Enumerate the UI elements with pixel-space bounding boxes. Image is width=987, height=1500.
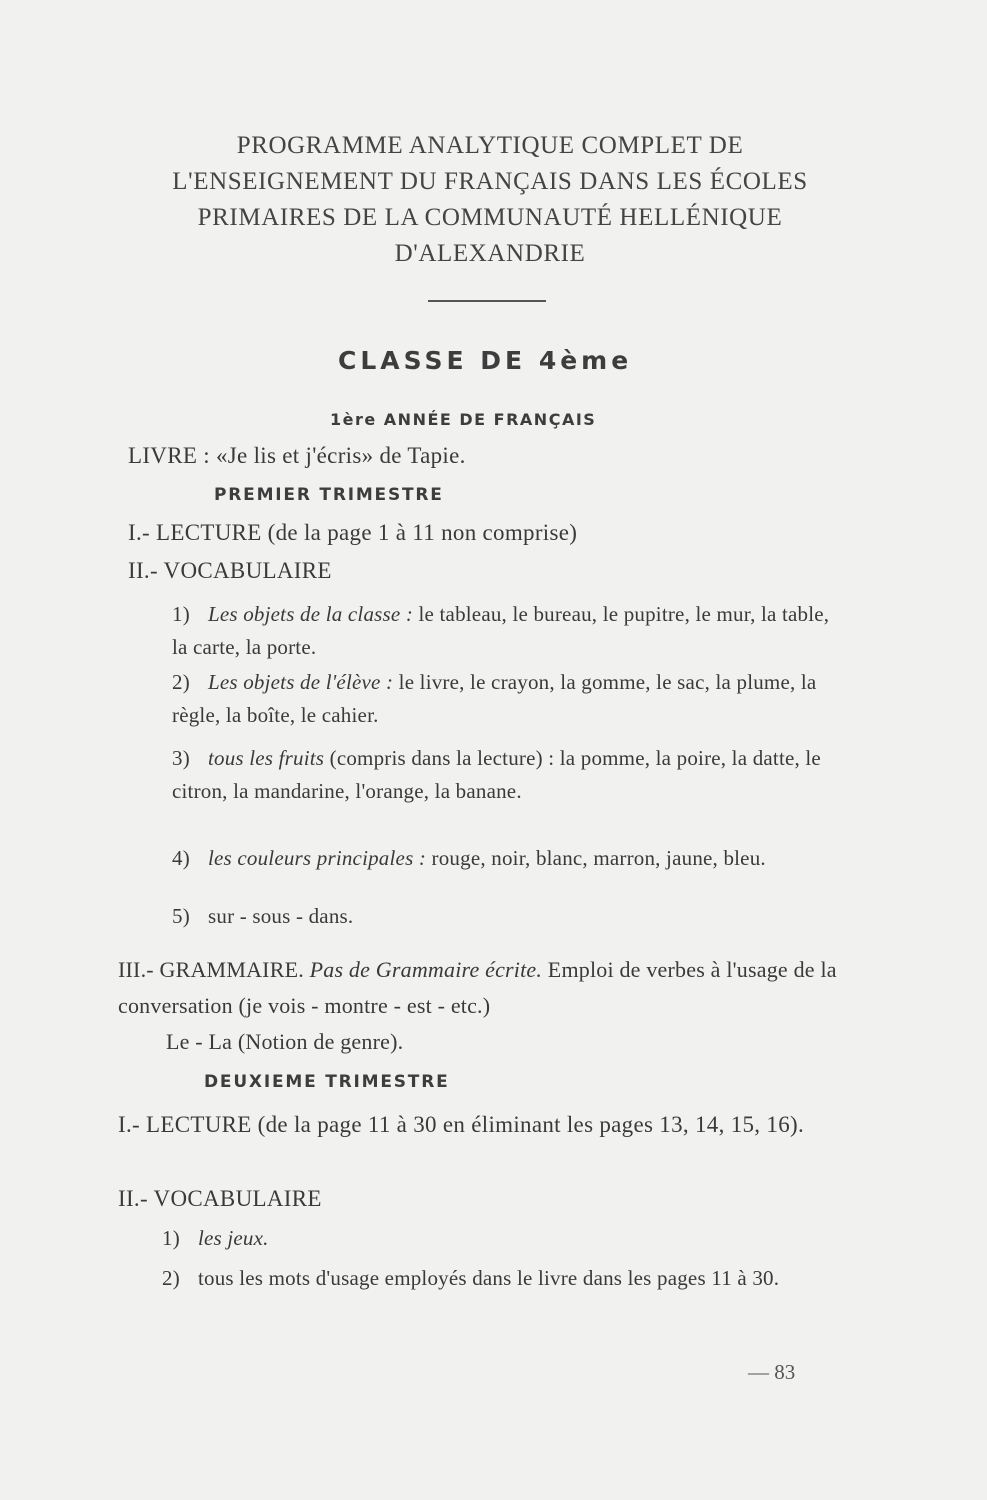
title-line-3: PRIMAIRES DE LA COMMUNAUTÉ HELLÉNIQUE <box>197 204 783 231</box>
item-text: tous les mots d'usage employés dans le livre dans les pages 11 à 30. <box>198 1266 780 1290</box>
vocab2-item-1 <box>162 1222 832 1255</box>
grammaire-line-2: Le - La (Notion de genre). <box>166 1029 404 1054</box>
page-number: — 83 <box>748 1360 796 1384</box>
vocabulaire-heading-1: II.- VOCABULAIRE <box>128 558 332 583</box>
item-number: 1) <box>172 602 190 626</box>
item-text: le tableau, le bureau, le pupitre, le mur, la table, la carte, la porte. <box>172 602 830 659</box>
grammaire-italic: Pas de Grammaire écrite. <box>309 957 543 982</box>
item-number: 1) <box>162 1226 180 1250</box>
item-number: 5) <box>172 904 190 928</box>
grammaire-section <box>118 952 848 1060</box>
item-label: les jeux. <box>198 1226 269 1250</box>
grammaire-text: Emploi de verbes à l'usage de la conversation (je vois - montre - est - etc.) <box>118 957 837 1018</box>
year-heading: 1ère ANNÉE DE FRANÇAIS <box>330 410 597 429</box>
vocab-item-5 <box>172 900 840 933</box>
title-line-2: L'ENSEIGNEMENT DU FRANÇAIS DANS LES ÉCOLES <box>172 168 808 195</box>
item-label: tous les fruits <box>208 746 325 770</box>
item-text: le livre, le crayon, la gomme, le sac, la plume, la règle, la boîte, le cahier. <box>172 670 817 727</box>
vocab-item-3 <box>172 742 840 808</box>
vocabulaire-heading-2: II.- VOCABULAIRE <box>118 1186 322 1211</box>
vocab-item-4 <box>172 842 840 875</box>
book-line: LIVRE : «Je lis et j'écris» de Tapie. <box>128 443 466 468</box>
premier-trimestre-heading: PREMIER TRIMESTRE <box>214 485 444 505</box>
item-text: (compris dans la lecture) : la pomme, la poire, la datte, le citron, la mandarine, l'orange, la banane. <box>172 746 821 803</box>
vocab2-item-2 <box>162 1262 832 1295</box>
item-number: 4) <box>172 846 190 870</box>
item-number: 3) <box>172 746 190 770</box>
title-divider <box>428 300 546 302</box>
title-line-4: D'ALEXANDRIE <box>394 240 586 267</box>
item-number: 2) <box>162 1266 180 1290</box>
class-heading: CLASSE DE 4ème <box>338 346 633 375</box>
item-text: sur - sous - dans. <box>208 904 354 928</box>
item-text: rouge, noir, blanc, marron, jaune, bleu. <box>426 846 766 870</box>
item-number: 2) <box>172 670 190 694</box>
item-label: Les objets de l'élève : <box>208 670 394 694</box>
deuxieme-trimestre-heading: DEUXIEME TRIMESTRE <box>204 1072 450 1092</box>
vocab-item-2 <box>172 666 840 732</box>
vocab-item-1 <box>172 598 840 664</box>
lecture-heading-2: I.- LECTURE (de la page 11 à 30 en éliminant les pages 13, 14, 15, 16). <box>118 1112 804 1137</box>
lecture-heading-1: I.- LECTURE (de la page 1 à 11 non comprise) <box>128 520 578 545</box>
document-title <box>130 128 850 272</box>
item-label: Les objets de la classe : <box>208 602 414 626</box>
title-line-1: PROGRAMME ANALYTIQUE COMPLET DE <box>236 132 744 159</box>
item-label: les couleurs principales : <box>208 846 427 870</box>
grammaire-heading: III.- GRAMMAIRE. <box>118 957 304 982</box>
